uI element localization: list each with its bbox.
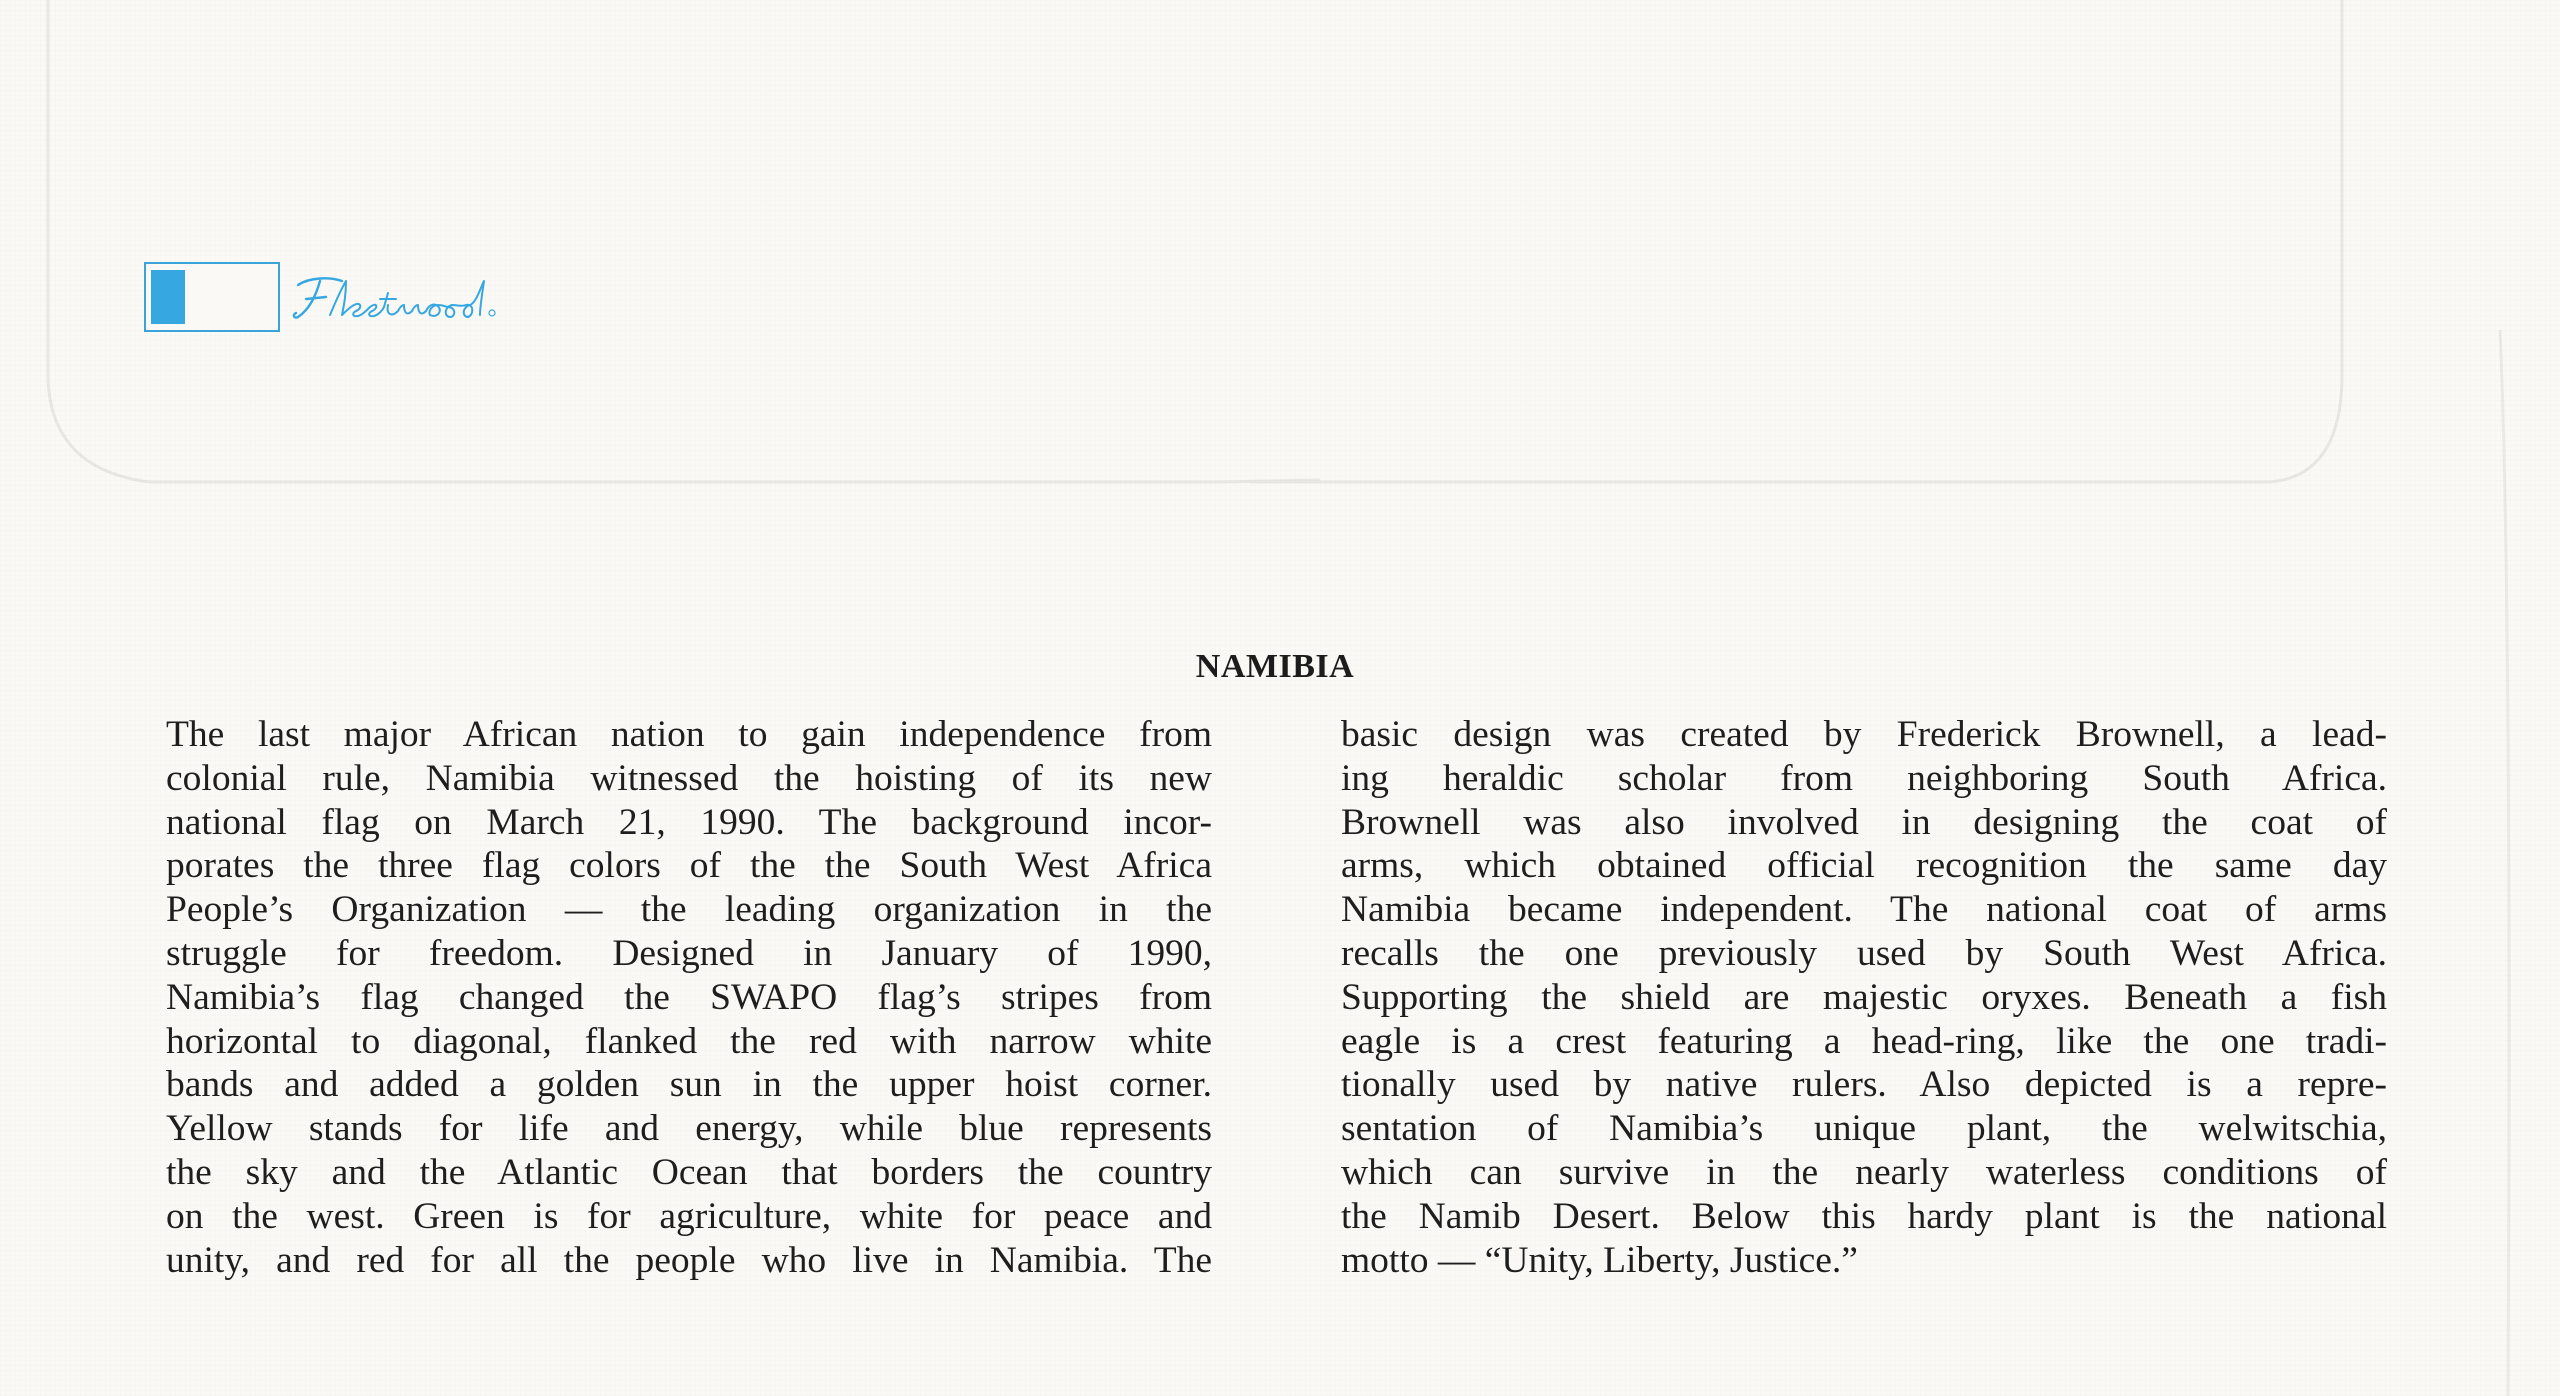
fleetwood-logo bbox=[144, 261, 550, 333]
text-line: the Namib Desert. Below this hardy plant is the national bbox=[1341, 1195, 2387, 1237]
text-line: motto — “Unity, Liberty, Justice.” bbox=[1341, 1239, 1858, 1281]
text-line: Brownell was also involved in designing the coat of bbox=[1341, 801, 2387, 843]
text-line: Yellow stands for life and energy, while blue represents bbox=[166, 1108, 1212, 1150]
text-line: the sky and the Atlantic Ocean that borders the country bbox=[166, 1151, 1212, 1193]
text-line: sentation of Namibia’s unique plant, the welwitschia, bbox=[1341, 1108, 2387, 1150]
logo-box-icon bbox=[144, 262, 280, 332]
text-line: recalls the one previously used by South West Africa. bbox=[1341, 932, 2387, 974]
text-line: The last major African nation to gain independence from bbox=[166, 714, 1212, 755]
text-line: arms, which obtained official recognition the same day bbox=[1341, 845, 2387, 887]
text-line: Namibia became independent. The national coat of arms bbox=[1341, 889, 2387, 931]
text-line: Namibia’s flag changed the SWAPO flag’s stripes from bbox=[166, 976, 1212, 1018]
text-line: on the west. Green is for agriculture, white for peace and bbox=[166, 1195, 1212, 1237]
article-left-column bbox=[166, 713, 1212, 1282]
text-line: national flag on March 21, 1990. The background incor- bbox=[166, 801, 1212, 843]
text-line: eagle is a crest featuring a head-ring, like the one tradi- bbox=[1341, 1020, 2387, 1062]
text-line: ing heraldic scholar from neighboring South Africa. bbox=[1341, 757, 2387, 799]
text-line: struggle for freedom. Designed in January of 1990, bbox=[166, 932, 1212, 974]
text-line: horizontal to diagonal, flanked the red with narrow white bbox=[166, 1020, 1212, 1062]
fleetwood-wordmark-icon bbox=[290, 271, 550, 323]
text-line: unity, and red for all the people who live in Namibia. The bbox=[166, 1239, 1212, 1281]
text-line: colonial rule, Namibia witnessed the hoisting of its new bbox=[166, 757, 1212, 799]
text-line: basic design was created by Frederick Brownell, a lead- bbox=[1341, 714, 2387, 755]
article-title: NAMIBIA bbox=[1195, 648, 1355, 685]
text-line: People’s Organization — the leading organization in the bbox=[166, 889, 1212, 931]
text-line: Supporting the shield are majestic oryxes. Beneath a fish bbox=[1341, 976, 2387, 1018]
logo-blue-bar bbox=[151, 270, 185, 324]
text-line: which can survive in the nearly waterless conditions of bbox=[1341, 1151, 2387, 1193]
text-line: tionally used by native rulers. Also depicted is a repre- bbox=[1341, 1064, 2387, 1106]
text-line: porates the three flag colors of the the South West Africa bbox=[166, 845, 1212, 887]
article-right-column bbox=[1341, 713, 2387, 1282]
text-line: bands and added a golden sun in the upper hoist corner. bbox=[166, 1064, 1212, 1106]
